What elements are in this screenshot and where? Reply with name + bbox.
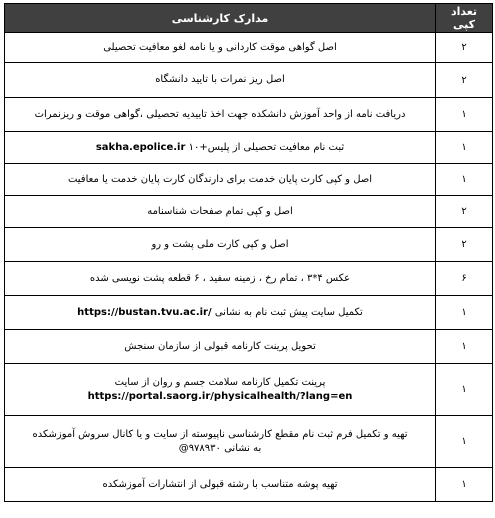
row-text: تهیه و تکمیل فرم ثبت نام مقطع کارشناسی ناپیوسته از سایت و یا کانال سروش آموزشکده (32, 428, 408, 440)
row-text: تکمیل سایت پیش ثبت نام به نشانی (214, 306, 363, 318)
row-description: اصل ریز نمرات با تایید دانشگاه (5, 63, 436, 98)
table-header-row (5, 4, 493, 33)
row-count: ۱ (436, 98, 493, 132)
row-count: ۲ (436, 196, 493, 228)
row-count: ۱ (436, 296, 493, 330)
police-link[interactable]: sakha.epolice.ir (95, 141, 186, 153)
table-row (5, 364, 493, 416)
row-count: ۱ (436, 132, 493, 164)
row-count: ۲ (436, 63, 493, 98)
bustan-link[interactable]: https://bustan.tvu.ac.ir/ (77, 306, 212, 318)
table-row (5, 228, 493, 262)
row-description: اصل و کپی کارت پایان خدمت برای دارندگان کارت پایان خدمت یا معافیت (5, 164, 436, 196)
row-description (5, 364, 436, 416)
table-row (5, 296, 493, 330)
row-count: ۲ (436, 228, 493, 262)
row-count: ۱ (436, 330, 493, 364)
row-description: دریافت نامه از واحد آموزش دانشکده جهت اخذ تاییدیه تحصیلی ،گواهی موقت و ریزنمرات (5, 98, 436, 132)
health-portal-link[interactable]: https://portal.saorg.ir/physicalhealth/?lang=en (87, 390, 353, 402)
row-text: پرینت تکمیل کارنامه سلامت جسم و روان از سایت (114, 376, 326, 388)
row-description: اصل گواهی موقت کاردانی و یا نامه لغو معافیت تحصیلی (5, 33, 436, 63)
row-description: تحویل پرینت کارنامه قبولی از سازمان سنجش (5, 330, 436, 364)
row-count: ۶ (436, 262, 493, 296)
table-row (5, 164, 493, 196)
row-description: اصل و کپی کارت ملی پشت و رو (5, 228, 436, 262)
row-count: ۱ (436, 164, 493, 196)
row-description: عکس ۴*۳ ، تمام رخ ، زمینه سفید ، ۶ قطعه پشت نویسی شده (5, 262, 436, 296)
row-description: اصل و کپی تمام صفحات شناسنامه (5, 196, 436, 228)
row-count: ۲ (436, 33, 493, 63)
required-documents-table (4, 3, 493, 502)
row-description (5, 416, 436, 468)
table-row (5, 262, 493, 296)
row-description (5, 132, 436, 164)
row-count: ۱ (436, 416, 493, 468)
row-description: تهیه پوشه متناسب با رشته قبولی از انتشارات آموزشکده (5, 468, 436, 502)
row-count: ۱ (436, 364, 493, 416)
soroush-channel: به نشانی ۹۷۸۹۳۰@ (178, 442, 262, 454)
table-row (5, 33, 493, 63)
table-row (5, 63, 493, 98)
header-description: مدارک کارشناسی (5, 4, 436, 33)
row-count: ۱ (436, 468, 493, 502)
table-row (5, 196, 493, 228)
table-row (5, 132, 493, 164)
header-count: تعداد کپی (436, 4, 493, 33)
row-text: ثبت نام معافیت تحصیلی از پلیس+۱۰ (188, 141, 345, 153)
table-row (5, 98, 493, 132)
table-row (5, 416, 493, 468)
table-row (5, 330, 493, 364)
table-row (5, 468, 493, 502)
row-description (5, 296, 436, 330)
